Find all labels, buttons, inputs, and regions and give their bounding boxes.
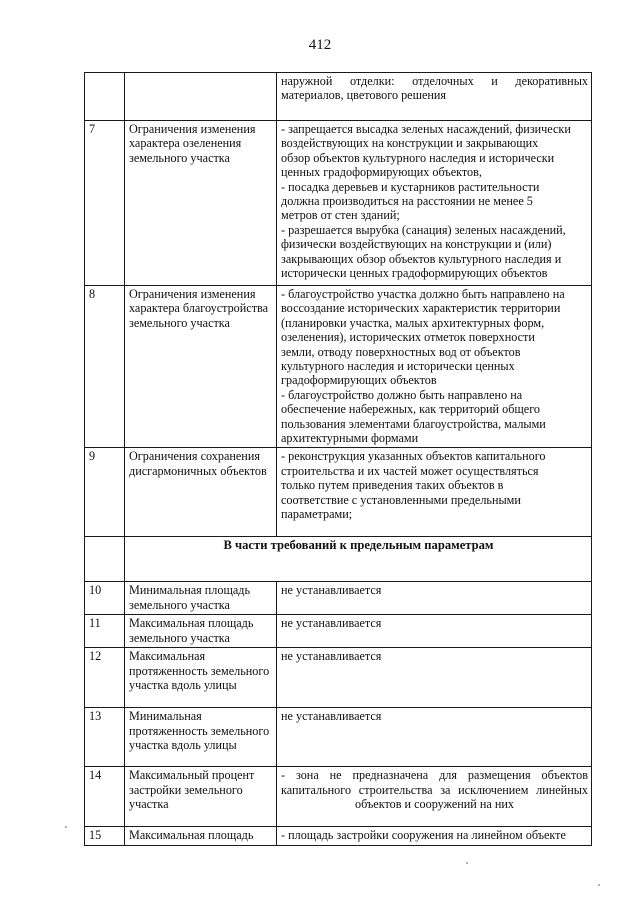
requirement-line: капитального строительства за исключением линейных [281,782,588,797]
requirement-line: строительства и их частей может осуществляться [281,463,539,478]
table-row [85,648,592,708]
table-row [85,767,592,827]
requirement-line: - запрещается высадка зеленых насаждений, физически [281,122,571,136]
row-requirements [277,708,592,767]
requirement-line: - реконструкция указанных объектов капитального [281,449,546,464]
row-name: Ограничения изменения характера озеленения земельного участка [125,121,277,286]
row-requirements [277,767,592,827]
row-number: 12 [85,648,125,708]
requirement-line: не устанавливается [281,616,382,631]
table-row [85,708,592,767]
row-name: Максимальный процент застройки земельного участка [125,767,277,827]
requirement-line: пользования элементами благоустройства, малыми [281,416,546,431]
section-empty-cell [85,537,125,582]
requirement-line: культурного наследия и исторически ценных [281,359,515,374]
section-header-row [85,537,592,582]
row-name: Ограничения изменения характера благоустройства земельного участка [125,286,277,448]
table-row [85,286,592,448]
requirement-line: градоформирующих объектов [281,373,437,388]
row-number: 7 [85,121,125,286]
row-requirements [277,648,592,708]
requirement-line: - благоустройство должно быть направлено на [281,387,523,402]
requirement-line: архитектурными формами [281,431,419,446]
requirement-line: исторически ценных градоформирующих объектов [281,266,548,281]
requirement-line: объектов и сооружений на них [355,796,514,811]
row-number: 8 [85,286,125,448]
row-number: 10 [85,582,125,615]
section-title: В части требований к предельным параметрам [125,537,592,582]
requirement-line: обзор объектов культурного наследия и исторически [281,150,555,165]
requirement-line: только путем приведения таких объектов в [281,478,504,493]
row-name [125,73,277,121]
row-number: 14 [85,767,125,827]
row-requirements [277,73,592,121]
scan-speck [598,884,600,886]
requirement-line: - зона не предназначена для размещения объектов [281,768,588,783]
row-requirements [277,615,592,648]
requirement-line: воссоздание исторических характеристик территории [281,301,561,316]
row-name: Ограничения сохранения дисгармоничных объектов [125,448,277,537]
requirement-line: материалов, цветового решения [281,88,447,103]
row-number: 9 [85,448,125,537]
requirement-line: соответствие с установленными предельными [281,492,521,507]
requirement-line: метров от стен зданий; [281,208,400,223]
requirement-line: должна производиться на расстоянии не менее 5 [281,194,533,209]
requirement-line: - разрешается вырубка (санация) зеленых насаждений, [281,222,566,237]
requirement-line: не устанавливается [281,709,382,724]
row-name: Максимальная площадь [125,827,277,845]
requirement-line: параметрами; [281,507,353,522]
scan-speck [65,826,67,828]
requirement-line: озеленения), исторических отметок поверхности [281,330,535,345]
requirement-line: физически воздействующих на конструкции и (или) [281,237,552,252]
row-name: Минимальная площадь земельного участка [125,582,277,615]
requirement-line: наружной отделки: отделочных и декоративных [281,74,588,88]
row-number: 15 [85,827,125,845]
scan-speck [466,862,468,864]
requirement-line: - благоустройство участка должно быть направлено на [281,287,565,301]
row-requirements [277,448,592,537]
requirement-line: обеспечение набережных, как территорий общего [281,402,541,417]
row-name: Минимальная протяженность земельного участка вдоль улицы [125,708,277,767]
table-row [85,827,592,845]
requirement-line: ценных градоформирующих объектов, [281,165,482,180]
regulations-table [84,72,592,846]
requirement-line: не устанавливается [281,583,382,598]
requirement-line: - посадка деревьев и кустарников растительности [281,179,540,194]
requirement-line: не устанавливается [281,649,382,664]
requirement-line: земли, отводу поверхностных вод от объектов [281,344,521,359]
table-row [85,582,592,615]
row-name: Максимальная площадь земельного участка [125,615,277,648]
table-row [85,448,592,537]
row-requirements [277,286,592,448]
requirement-line: (планировки участка, малых архитектурных форм, [281,315,545,330]
requirement-line: воздействующих на конструкции и закрывающих [281,136,539,151]
row-requirements [277,582,592,615]
requirement-line: закрывающих обзор объектов культурного наследия и [281,251,562,266]
table-row [85,73,592,121]
table-row [85,121,592,286]
row-name: Максимальная протяженность земельного участка вдоль улицы [125,648,277,708]
row-number: 13 [85,708,125,767]
row-number [85,73,125,121]
page-number: 412 [308,37,332,53]
row-number: 11 [85,615,125,648]
table-row [85,615,592,648]
row-requirements [277,827,592,845]
requirement-line: - площадь застройки сооружения на линейном объекте [281,828,566,843]
row-requirements [277,121,592,286]
